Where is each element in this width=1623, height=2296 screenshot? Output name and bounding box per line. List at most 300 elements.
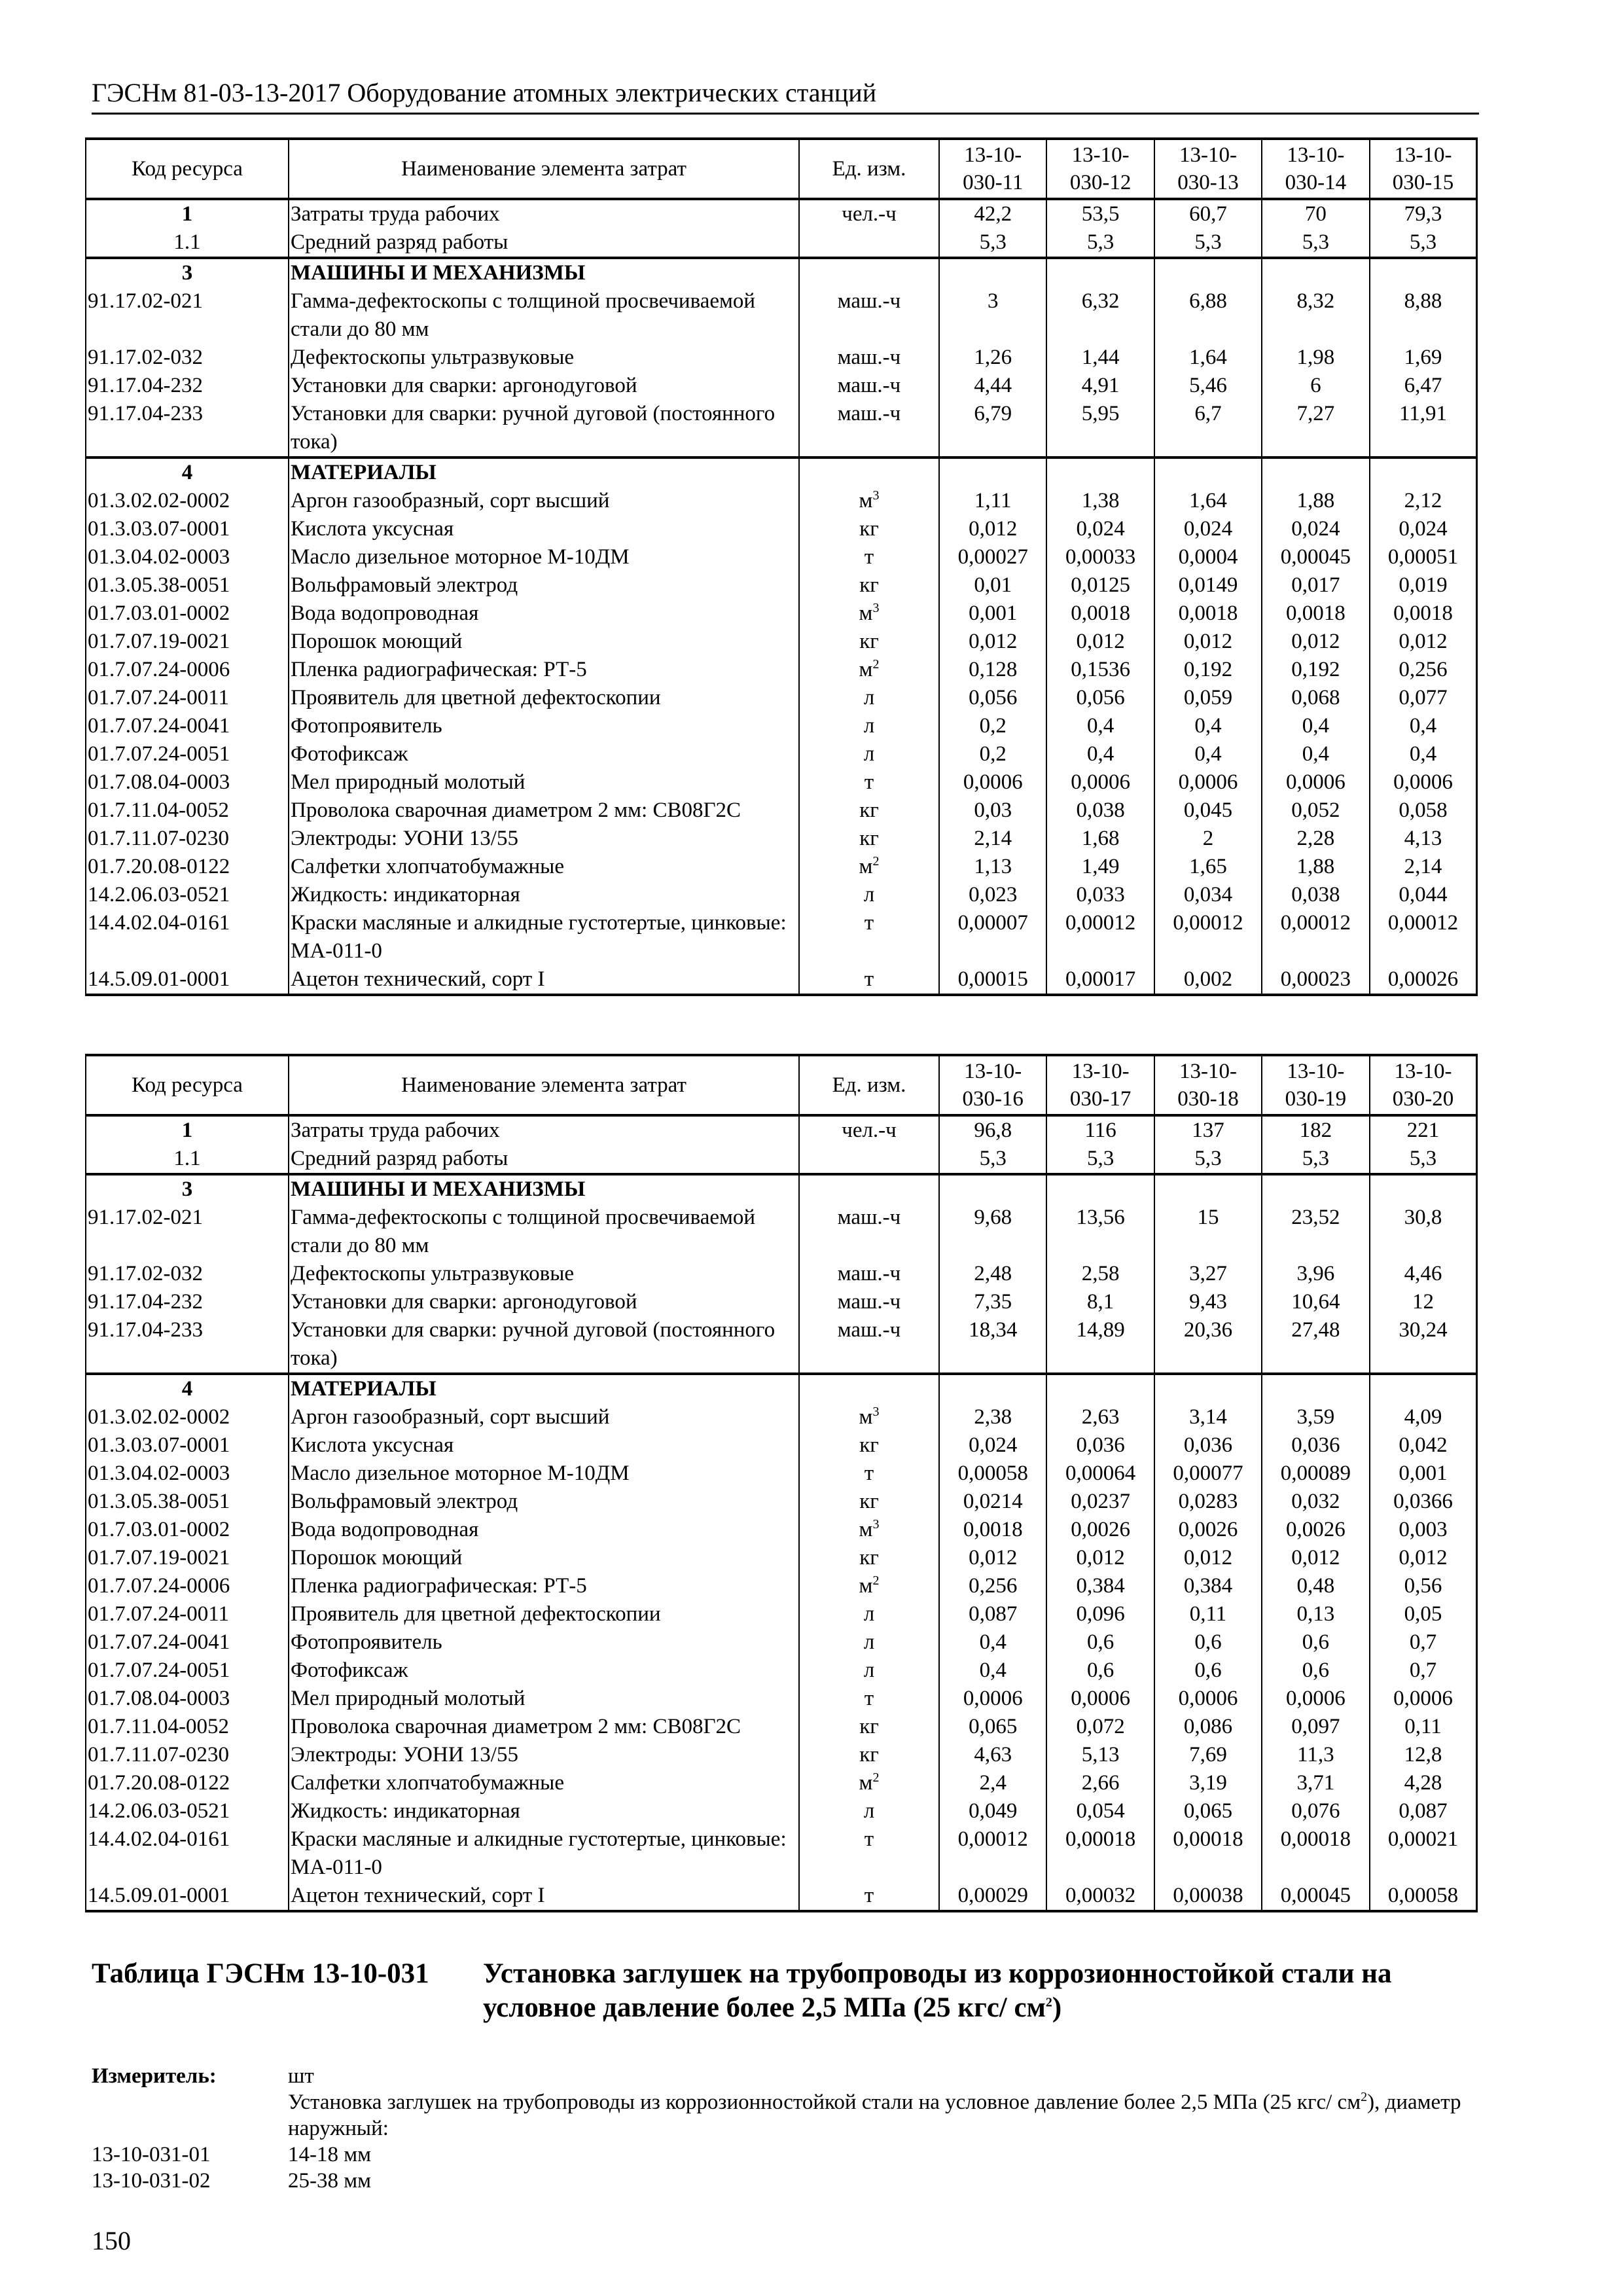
resource-value: 2,14 [939, 825, 1046, 853]
resource-unit: т [799, 965, 939, 995]
resource-value: 0,00012 [1154, 909, 1262, 965]
table-row [86, 1657, 1477, 1685]
col-header-code: Код ресурса [86, 1055, 289, 1115]
table-row [86, 1403, 1477, 1431]
resource-name: Вода водопроводная [289, 600, 799, 628]
table-row [86, 881, 1477, 909]
table-row [86, 1431, 1477, 1460]
resource-value: 0,042 [1370, 1431, 1477, 1460]
resource-value: 8,32 [1262, 287, 1369, 344]
table-row [86, 1713, 1477, 1741]
table-row [86, 853, 1477, 881]
resource-code: 01.7.07.24-0051 [86, 1657, 289, 1685]
resource-value: 42,2 [939, 199, 1046, 228]
item-value: 25-38 мм [288, 2169, 372, 2193]
resource-value: 0,0018 [1370, 600, 1477, 628]
resource-unit: маш.-ч [799, 1204, 939, 1260]
resource-value: 0,7 [1370, 1657, 1477, 1685]
resource-value: 2,66 [1046, 1769, 1154, 1797]
table-row [86, 1174, 1477, 1204]
meter-row [92, 2063, 1466, 2089]
resource-value: 0,4 [1046, 740, 1154, 768]
resource-table-2 [85, 1054, 1478, 1912]
resource-value: 2 [1154, 825, 1262, 853]
resource-value: 0,11 [1370, 1713, 1477, 1741]
resource-value: 9,43 [1154, 1288, 1262, 1316]
col-header-norm: 13-10- 030-18 [1154, 1055, 1262, 1115]
resource-name: Кислота уксусная [289, 1431, 799, 1460]
resource-unit: $м^3$ [799, 1403, 939, 1431]
resource-code: 3 [86, 258, 289, 287]
item-value: 14-18 мм [288, 2143, 372, 2166]
resource-code: 14.2.06.03-0521 [86, 1797, 289, 1825]
resource-code: 01.7.07.24-0006 [86, 656, 289, 684]
resource-name: Проволока сварочная диаметром 2 мм: СВ08Г2С [289, 1713, 799, 1741]
next-table-title [92, 1957, 1492, 2025]
resource-value: 6,7 [1154, 400, 1262, 457]
resource-unit: т [799, 1685, 939, 1713]
resource-name: Краски масляные и алкидные густотертые, цинковые: МА-011-0 [289, 1825, 799, 1882]
resource-value: 0,0026 [1154, 1516, 1262, 1544]
resource-table-1 [85, 137, 1478, 996]
resource-unit: маш.-ч [799, 1316, 939, 1374]
resource-value: 5,3 [1154, 1145, 1262, 1174]
resource-name: Вольфрамовый электрод [289, 571, 799, 600]
table-row [86, 1115, 1477, 1145]
resource-code: 01.7.11.04-0052 [86, 797, 289, 825]
resource-value: 0,6 [1154, 1657, 1262, 1685]
resource-code: 1.1 [86, 1145, 289, 1174]
resource-unit: т [799, 543, 939, 571]
resource-value: 0,0006 [1370, 1685, 1477, 1713]
table-row [86, 515, 1477, 543]
resource-value [1154, 1374, 1262, 1403]
resource-code: 01.7.20.08-0122 [86, 1769, 289, 1797]
resource-code: 1 [86, 199, 289, 228]
resource-code: 91.17.04-233 [86, 400, 289, 457]
resource-value: 0,012 [1154, 1544, 1262, 1572]
resource-value: 4,91 [1046, 372, 1154, 400]
resource-value: 1,26 [939, 344, 1046, 372]
resource-value: 0,00058 [1370, 1882, 1477, 1911]
resource-unit: кг [799, 825, 939, 853]
resource-code: 01.7.11.07-0230 [86, 825, 289, 853]
resource-value: 0,6 [1262, 1657, 1369, 1685]
resource-name: Установки для сварки: ручной дуговой (постоянного тока) [289, 1316, 799, 1374]
resource-value: 0,0018 [939, 1516, 1046, 1544]
col-header-unit: Ед. изм. [799, 139, 939, 199]
resource-value: 6 [1262, 372, 1369, 400]
resource-value: 1,88 [1262, 853, 1369, 881]
resource-value: 0,036 [1154, 1431, 1262, 1460]
item-row [92, 2168, 1466, 2194]
resource-value [1370, 457, 1477, 487]
resource-value [1262, 457, 1369, 487]
resource-unit [799, 258, 939, 287]
resource-value: 3,27 [1154, 1260, 1262, 1288]
resource-value: 0,076 [1262, 1797, 1369, 1825]
col-header-norm: 13-10- 030-12 [1046, 139, 1154, 199]
col-header-norm: 13-10- 030-11 [939, 139, 1046, 199]
col-header-norm: 13-10- 030-20 [1370, 1055, 1477, 1115]
table-row [86, 199, 1477, 228]
resource-name: Установки для сварки: аргонодуговой [289, 372, 799, 400]
resource-code: 01.7.07.24-0011 [86, 684, 289, 712]
resource-value: 0,0283 [1154, 1488, 1262, 1516]
next-table-meta [92, 2063, 1466, 2194]
resource-code: 14.2.06.03-0521 [86, 881, 289, 909]
resource-value: 0,13 [1262, 1600, 1369, 1628]
table-row [86, 1685, 1477, 1713]
resource-value: 0,087 [939, 1600, 1046, 1628]
resource-value: 96,8 [939, 1115, 1046, 1145]
resource-value: 0,48 [1262, 1572, 1369, 1600]
resource-value: 0,096 [1046, 1600, 1154, 1628]
resource-name: Установки для сварки: аргонодуговой [289, 1288, 799, 1316]
resource-value: 0,00064 [1046, 1460, 1154, 1488]
resource-value: 5,46 [1154, 372, 1262, 400]
resource-name: Салфетки хлопчатобумажные [289, 853, 799, 881]
resource-value: 27,48 [1262, 1316, 1369, 1374]
resource-name: Затраты труда рабочих [289, 199, 799, 228]
resource-value: 2,14 [1370, 853, 1477, 881]
page-number: 150 [92, 2226, 131, 2255]
resource-unit: маш.-ч [799, 287, 939, 344]
resource-name: Гамма-дефектоскопы с толщиной просвечиваемой стали до 80 мм [289, 287, 799, 344]
resource-name: Дефектоскопы ультразвуковые [289, 1260, 799, 1288]
col-header-norm: 13-10- 030-17 [1046, 1055, 1154, 1115]
resource-value: 0,049 [939, 1797, 1046, 1825]
resource-code: 01.7.03.01-0002 [86, 600, 289, 628]
resource-name: Ацетон технический, сорт I [289, 1882, 799, 1911]
resource-code: 91.17.02-021 [86, 287, 289, 344]
resource-value: 0,6 [1262, 1628, 1369, 1657]
resource-unit: кг [799, 1488, 939, 1516]
resource-value: 0,0214 [939, 1488, 1046, 1516]
table-row [86, 287, 1477, 344]
resource-value: 0,01 [939, 571, 1046, 600]
table-row [86, 797, 1477, 825]
resource-value: 6,32 [1046, 287, 1154, 344]
resource-unit: $м^3$ [799, 1516, 939, 1544]
resource-value: 0,087 [1370, 1797, 1477, 1825]
resource-unit: маш.-ч [799, 1260, 939, 1288]
resource-unit: л [799, 740, 939, 768]
resource-name: Краски масляные и алкидные густотертые, цинковые: МА-011-0 [289, 909, 799, 965]
col-header-name: Наименование элемента затрат [289, 1055, 799, 1115]
resource-value: 0,00029 [939, 1882, 1046, 1911]
table-row [86, 712, 1477, 740]
resource-value: 0,384 [1046, 1572, 1154, 1600]
resource-value: 0,4 [1370, 712, 1477, 740]
resource-value: 0,0006 [939, 1685, 1046, 1713]
resource-value: 0,059 [1154, 684, 1262, 712]
resource-value: 0,00012 [1370, 909, 1477, 965]
resource-value: 60,7 [1154, 199, 1262, 228]
table-row [86, 656, 1477, 684]
resource-value [1262, 258, 1369, 287]
table-row [86, 1460, 1477, 1488]
resource-value: 0,012 [1262, 628, 1369, 656]
resource-value [939, 258, 1046, 287]
resource-value: 0,068 [1262, 684, 1369, 712]
resource-unit: $м^2$ [799, 853, 939, 881]
resource-value: 0,00058 [939, 1460, 1046, 1488]
resource-name: Средний разряд работы [289, 1145, 799, 1174]
resource-name: Масло дизельное моторное М-10ДМ [289, 543, 799, 571]
resource-code: 01.3.02.02-0002 [86, 1403, 289, 1431]
resource-value: 0,0004 [1154, 543, 1262, 571]
resource-value: 8,1 [1046, 1288, 1154, 1316]
table-row [86, 1797, 1477, 1825]
resource-value: 0,11 [1154, 1600, 1262, 1628]
resource-value: 0,002 [1154, 965, 1262, 995]
resource-value: 182 [1262, 1115, 1369, 1145]
resource-value: 3,96 [1262, 1260, 1369, 1288]
resource-name: МАТЕРИАЛЫ [289, 1374, 799, 1403]
col-header-norm: 13-10- 030-16 [939, 1055, 1046, 1115]
table-row [86, 1288, 1477, 1316]
resource-value: 0,2 [939, 740, 1046, 768]
table-row [86, 768, 1477, 797]
table-row [86, 543, 1477, 571]
resource-code: 01.3.04.02-0003 [86, 543, 289, 571]
resource-value: 0,019 [1370, 571, 1477, 600]
resource-unit: кг [799, 571, 939, 600]
resource-value: 0,192 [1262, 656, 1369, 684]
resource-value: 0,012 [939, 628, 1046, 656]
col-header-code: Код ресурса [86, 139, 289, 199]
resource-unit: маш.-ч [799, 372, 939, 400]
table-row [86, 1516, 1477, 1544]
resource-code: 14.5.09.01-0001 [86, 965, 289, 995]
resource-unit: т [799, 909, 939, 965]
resource-unit: кг [799, 628, 939, 656]
resource-unit: л [799, 712, 939, 740]
resource-name: МАШИНЫ И МЕХАНИЗМЫ [289, 258, 799, 287]
resource-value: 1,64 [1154, 344, 1262, 372]
table-row [86, 1488, 1477, 1516]
resource-name: Жидкость: индикаторная [289, 881, 799, 909]
resource-value: 0,012 [1046, 628, 1154, 656]
resource-value: 0,6 [1046, 1628, 1154, 1657]
resource-code: 14.4.02.04-0161 [86, 909, 289, 965]
resource-value: 1,65 [1154, 853, 1262, 881]
resource-value: 0,192 [1154, 656, 1262, 684]
resource-name: Фотопроявитель [289, 1628, 799, 1657]
resource-value: 5,3 [1154, 228, 1262, 258]
table-row [86, 1882, 1477, 1911]
resource-value [1262, 1374, 1369, 1403]
resource-value: 5,3 [1262, 228, 1369, 258]
resource-value [1046, 1374, 1154, 1403]
resource-name: Ацетон технический, сорт I [289, 965, 799, 995]
resource-value: 0,0018 [1262, 600, 1369, 628]
resource-value: 0,00023 [1262, 965, 1369, 995]
resource-value: 6,88 [1154, 287, 1262, 344]
table-header-row [86, 1055, 1477, 1115]
resource-code: 01.7.07.19-0021 [86, 628, 289, 656]
resource-value: 1,68 [1046, 825, 1154, 853]
resource-value [1046, 457, 1154, 487]
resource-unit [799, 1174, 939, 1204]
resource-value: 3,59 [1262, 1403, 1369, 1431]
table-row [86, 400, 1477, 457]
running-header [92, 77, 1479, 115]
resource-code: 01.7.07.24-0051 [86, 740, 289, 768]
resource-value: 0,00045 [1262, 543, 1369, 571]
resource-value: 1,13 [939, 853, 1046, 881]
resource-unit: т [799, 1825, 939, 1882]
resource-value: 4,13 [1370, 825, 1477, 853]
resource-value: 0,065 [1154, 1797, 1262, 1825]
resource-value: 1,49 [1046, 853, 1154, 881]
resource-code: 4 [86, 457, 289, 487]
resource-value: 2,28 [1262, 825, 1369, 853]
resource-name: Вода водопроводная [289, 1516, 799, 1544]
resource-value: 116 [1046, 1115, 1154, 1145]
resource-value [939, 1174, 1046, 1204]
table-row [86, 1260, 1477, 1288]
resource-value: 0,0006 [1046, 1685, 1154, 1713]
resource-value: 8,88 [1370, 287, 1477, 344]
resource-value: 0,023 [939, 881, 1046, 909]
table-row [86, 825, 1477, 853]
resource-value [1370, 1374, 1477, 1403]
resource-value: 0,0237 [1046, 1488, 1154, 1516]
table-row [86, 228, 1477, 258]
meter-label: Измеритель: [92, 2064, 217, 2088]
resource-value: 4,28 [1370, 1769, 1477, 1797]
resource-name: Вольфрамовый электрод [289, 1488, 799, 1516]
resource-value: 0,00012 [1046, 909, 1154, 965]
resource-unit: л [799, 881, 939, 909]
resource-unit: маш.-ч [799, 344, 939, 372]
resource-code: 01.7.07.24-0011 [86, 1600, 289, 1628]
resource-value: 0,038 [1262, 881, 1369, 909]
resource-value: 1,69 [1370, 344, 1477, 372]
resource-value: 0,012 [1154, 628, 1262, 656]
description-text: Установка заглушек на трубопроводы из коррозионностойкой стали на условное давление более 2,5 МПа (25 кгс/ $см^2$), диаметр наружный: [288, 2090, 1461, 2140]
resource-value: 0,024 [939, 1431, 1046, 1460]
resource-value: 0,036 [1262, 1431, 1369, 1460]
resource-unit: кг [799, 797, 939, 825]
resource-value: 0,6 [1154, 1628, 1262, 1657]
resource-code: 01.3.03.07-0001 [86, 515, 289, 543]
resource-value: 0,4 [1262, 740, 1369, 768]
resource-code: 01.3.05.38-0051 [86, 571, 289, 600]
resource-code: 3 [86, 1174, 289, 1204]
resource-unit: кг [799, 1544, 939, 1572]
resource-unit [799, 1374, 939, 1403]
table-title-text: Установка заглушек на трубопроводы из коррозионностойкой стали на условное давление более 2,5 МПа (25 кгс/ $см^2$) [483, 1958, 1392, 2023]
resource-name: Электроды: УОНИ 13/55 [289, 825, 799, 853]
resource-value: 0,00017 [1046, 965, 1154, 995]
resource-unit: т [799, 1460, 939, 1488]
resource-value: 2,63 [1046, 1403, 1154, 1431]
resource-value: 30,24 [1370, 1316, 1477, 1374]
table-row [86, 1600, 1477, 1628]
resource-value: 3,19 [1154, 1769, 1262, 1797]
resource-value: 0,012 [1046, 1544, 1154, 1572]
resource-unit [799, 228, 939, 258]
resource-code: 1.1 [86, 228, 289, 258]
resource-code: 01.7.07.24-0041 [86, 712, 289, 740]
resource-value: 137 [1154, 1115, 1262, 1145]
resource-value: 0,0149 [1154, 571, 1262, 600]
resource-value: 1,88 [1262, 487, 1369, 515]
resource-value: 0,00032 [1046, 1882, 1154, 1911]
resource-unit: чел.-ч [799, 1115, 939, 1145]
resource-unit: кг [799, 515, 939, 543]
table-row [86, 965, 1477, 995]
resource-value: 79,3 [1370, 199, 1477, 228]
resource-code: 14.4.02.04-0161 [86, 1825, 289, 1882]
table-row [86, 1374, 1477, 1403]
table-row [86, 487, 1477, 515]
resource-value: 0,0018 [1046, 600, 1154, 628]
resource-value: 3,14 [1154, 1403, 1262, 1431]
resource-value: 70 [1262, 199, 1369, 228]
table-row [86, 1741, 1477, 1769]
resource-code: 01.7.03.01-0002 [86, 1516, 289, 1544]
resource-code: 01.7.11.04-0052 [86, 1713, 289, 1741]
resource-value: 0,0006 [1262, 1685, 1369, 1713]
resource-name: Жидкость: индикаторная [289, 1797, 799, 1825]
resource-value: 0,072 [1046, 1713, 1154, 1741]
resource-code: 01.3.02.02-0002 [86, 487, 289, 515]
resource-value: 4,63 [939, 1741, 1046, 1769]
resource-value: 1,38 [1046, 487, 1154, 515]
resource-name: Проявитель для цветной дефектоскопии [289, 684, 799, 712]
resource-value: 0,256 [939, 1572, 1046, 1600]
resource-value: 0,4 [1154, 740, 1262, 768]
resource-value: 0,00045 [1262, 1882, 1369, 1911]
table-row [86, 1145, 1477, 1174]
resource-value: 0,03 [939, 797, 1046, 825]
resource-value: 13,56 [1046, 1204, 1154, 1260]
resource-unit: $м^2$ [799, 656, 939, 684]
resource-value: 7,35 [939, 1288, 1046, 1316]
resource-code: 01.7.07.19-0021 [86, 1544, 289, 1572]
resource-value [1154, 457, 1262, 487]
resource-value: 3 [939, 287, 1046, 344]
resource-value: 4,09 [1370, 1403, 1477, 1431]
resource-value [1154, 1174, 1262, 1204]
resource-name: Фотопроявитель [289, 712, 799, 740]
table-row [86, 600, 1477, 628]
col-header-unit: Ед. изм. [799, 1055, 939, 1115]
resource-value: 5,3 [1046, 228, 1154, 258]
resource-value: 14,89 [1046, 1316, 1154, 1374]
resource-unit: $м^3$ [799, 600, 939, 628]
resource-code: 4 [86, 1374, 289, 1403]
resource-value: 0,097 [1262, 1713, 1369, 1741]
table-row [86, 1825, 1477, 1882]
table-row [86, 909, 1477, 965]
table-header-row [86, 139, 1477, 199]
resource-code: 01.7.08.04-0003 [86, 1685, 289, 1713]
resource-value: 9,68 [939, 1204, 1046, 1260]
resource-value: 0,024 [1154, 515, 1262, 543]
resource-value [1046, 1174, 1154, 1204]
resource-value: 5,3 [939, 1145, 1046, 1174]
resource-unit: л [799, 684, 939, 712]
resource-name: Мел природный молотый [289, 768, 799, 797]
resource-value: 5,13 [1046, 1741, 1154, 1769]
resource-value: 4,46 [1370, 1260, 1477, 1288]
resource-value: 0,00038 [1154, 1882, 1262, 1911]
